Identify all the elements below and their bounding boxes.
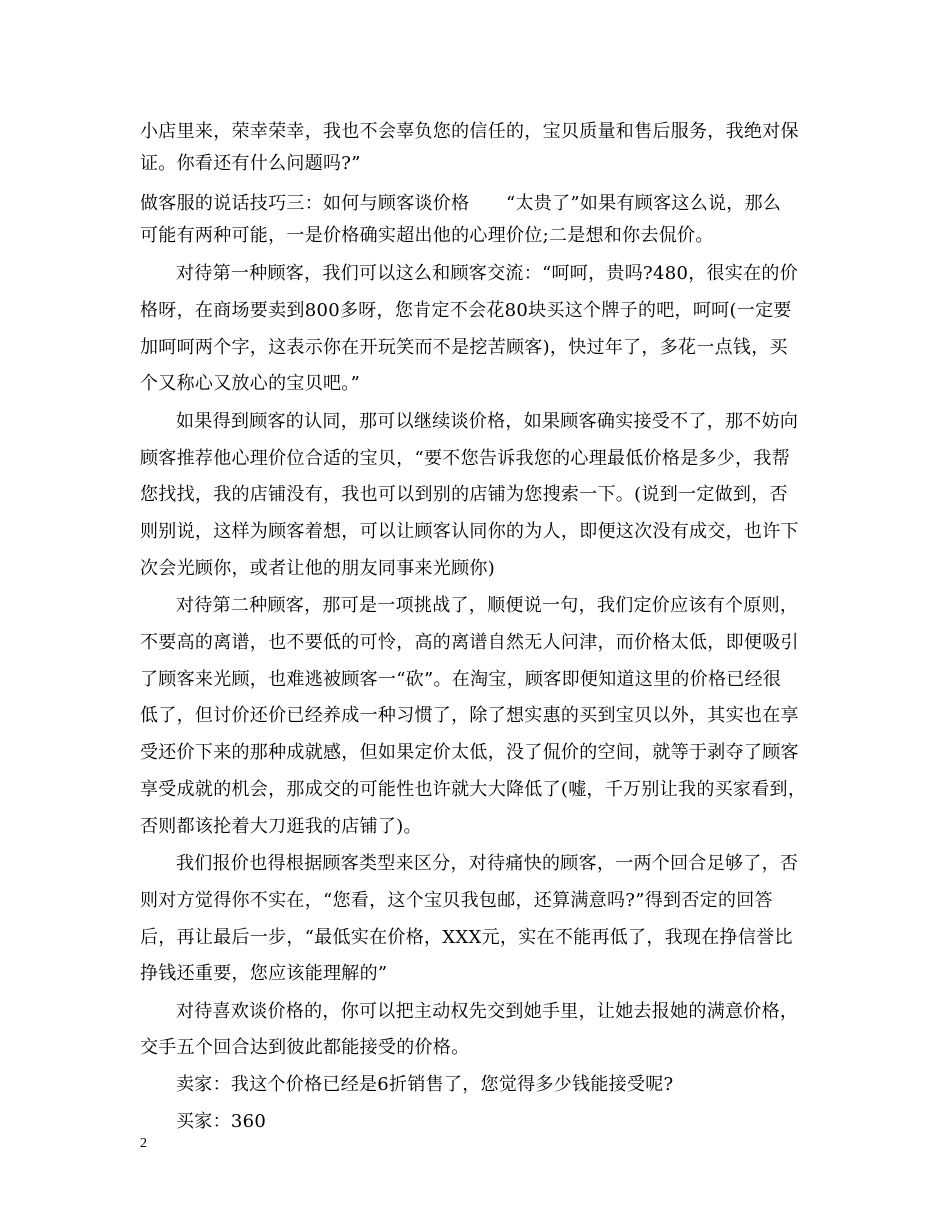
- paragraph-start-line: 如果得到顾客的认同，那可以继续谈价格，如果顾客确实接受不了，那不妨向: [176, 411, 799, 432]
- text-line-16: 了顾客来光顾，也难逃被顾客一“砍”。在淘宝，顾客即便知道这里的价格已经很: [140, 669, 782, 690]
- text-line-2: 证。你看还有什么问题吗?”: [140, 153, 361, 174]
- text-line-26: 交手五个回合达到彼此都能接受的价格。: [140, 1037, 470, 1058]
- text-line-23: 后，再让最后一步，“最低实在价格，XXX元，实在不能再低了，我现在挣信誉比: [140, 927, 793, 948]
- text-line-7: 加呵呵两个字，这表示你在开玩笑而不是挖苦顾客)，快过年了，多花一点钱，买: [140, 337, 788, 358]
- paragraph-start-line: 我们报价也得根据顾客类型来区分，对待痛快的顾客，一两个回合足够了，否: [176, 853, 799, 874]
- text-line-12: 则别说，这样为顾客着想，可以让顾客认同你的为人，即便这次没有成交，也许下: [140, 521, 799, 542]
- paragraph-start-line: 对待第二种顾客，那可是一项挑战了，顺便说一句，我们定价应该有个原则，: [176, 595, 799, 616]
- page-number: 2: [140, 1136, 147, 1151]
- text-line-20: 否则都该抡着大刀逛我的店铺了)。: [140, 816, 422, 837]
- dialogue-line-buyer: 买家：360: [176, 1111, 267, 1132]
- text-line-15: 不要高的离谱，也不要低的可怜，高的离谱自然无人问津，而价格太低，即便吸引: [140, 632, 799, 653]
- text-line-19: 享受成就的机会，那成交的可能性也许就大大降低了(嘘，千万别让我的买家看到，: [140, 779, 807, 800]
- paragraph-start-line: 对待喜欢谈价格的，你可以把主动权先交到她手里，让她去报她的满意价格，: [176, 1001, 799, 1022]
- text-line-1: 小店里来，荣幸荣幸，我也不会辜负您的信任的，宝贝质量和售后服务，我绝对保: [140, 121, 799, 142]
- paragraph-start-line: 对待第一种顾客，我们可以这么和顾客交流：“呵呵，贵吗?480，很实在的价: [176, 263, 799, 284]
- dialogue-line-seller: 卖家：我这个价格已经是6折销售了，您觉得多少钱能接受呢?: [176, 1074, 674, 1095]
- text-line-11: 您找找，我的店铺没有，我也可以到别的店铺为您搜索一下。(说到一定做到，否: [140, 484, 788, 505]
- text-line-24: 挣钱还重要，您应该能理解的”: [140, 963, 388, 984]
- text-line-10: 顾客推荐他心理价位合适的宝贝，“要不您告诉我您的心理最低价格是多少，我帮: [140, 448, 790, 469]
- text-line-8: 个又称心又放心的宝贝吧。”: [140, 373, 361, 394]
- text-line-6: 格呀，在商场要卖到800多呀，您肯定不会花80块买这个牌子的吧，呵呵(一定要: [140, 300, 792, 321]
- text-line-17: 低了，但讨价还价已经养成一种习惯了，除了想实惠的买到宝贝以外，其实也在享: [140, 705, 799, 726]
- text-line-22: 则对方觉得你不实在，“您看，这个宝贝我包邮，还算满意吗?”得到否定的回答: [140, 890, 773, 911]
- text-line-18: 受还价下来的那种成就感，但如果定价太低，没了侃价的空间，就等于剥夺了顾客: [140, 742, 799, 763]
- text-line-13: 次会光顾你，或者让他的朋友同事来光顾你): [140, 558, 496, 579]
- section-heading-line: 做客服的说话技巧三：如何与顾客谈价格 “太贵了”如果有顾客这么说，那么: [140, 193, 782, 214]
- text-line-4: 可能有两种可能，一是价格确实超出他的心理价位;二是想和你去侃价。: [140, 225, 714, 246]
